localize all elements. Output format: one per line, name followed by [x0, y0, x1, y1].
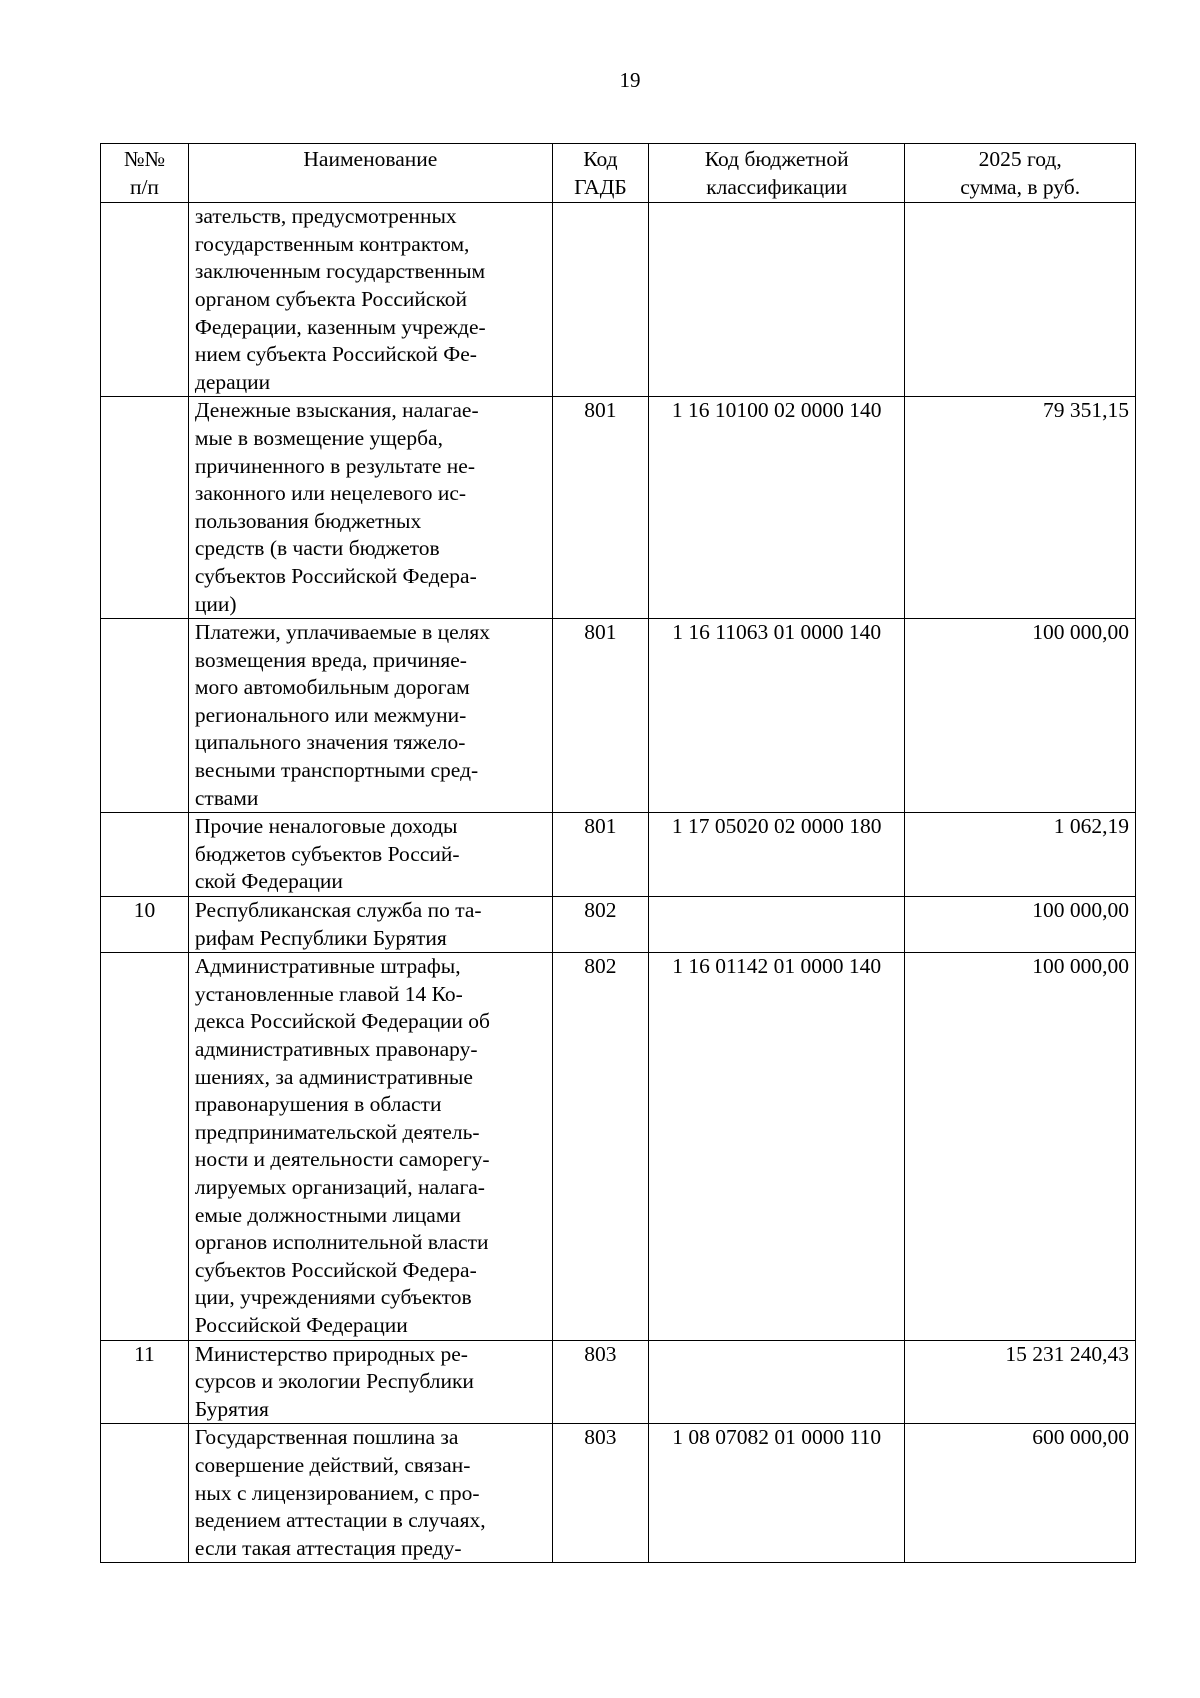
row-name-cell	[188, 619, 552, 813]
header-name	[188, 144, 552, 203]
row-name-line: совершение действий, связан-	[194, 1452, 471, 1477]
row-name-line: Государственная пошлина за	[194, 1425, 459, 1450]
table-row	[101, 1424, 1136, 1563]
row-name-line: мые в возмещение ущерба,	[194, 425, 443, 450]
header-code	[648, 144, 904, 203]
row-name-line: регионального или межмуни-	[194, 702, 467, 727]
row-name-line: Российской Федерации	[194, 1312, 408, 1337]
row-number-cell	[101, 397, 189, 619]
row-name-line: заключенным государственным	[194, 259, 486, 284]
row-name-line: Денежные взыскания, налагае-	[194, 398, 479, 423]
row-name-line: органов исполнительной власти	[194, 1230, 489, 1255]
row-name-line: Министерство природных ре-	[194, 1341, 468, 1366]
row-name-cell	[188, 953, 552, 1340]
header-code-line: классификации	[706, 174, 848, 199]
row-name-line: ции, учреждениями субъектов	[194, 1285, 472, 1310]
row-budget-code-cell: 1 16 01142 01 0000 140	[648, 953, 904, 1340]
row-sum-cell: 100 000,00	[905, 953, 1136, 1340]
row-name-line: Федерации, казенным учрежде-	[194, 314, 486, 339]
row-sum-cell: 1 062,19	[905, 813, 1136, 897]
row-name-line: установленные главой 14 Ко-	[194, 981, 463, 1006]
row-name-line: шениях, за административные	[194, 1064, 473, 1089]
row-budget-code-cell: 1 16 11063 01 0000 140	[648, 619, 904, 813]
row-name-line: Бурятия	[194, 1396, 269, 1421]
row-sum-cell: 15 231 240,43	[905, 1340, 1136, 1424]
row-gadb-cell: 802	[552, 953, 648, 1340]
row-name-cell	[188, 1340, 552, 1424]
row-name-cell	[188, 897, 552, 953]
row-name-line: возмещения вреда, причиняе-	[194, 647, 467, 672]
row-number-cell	[101, 1424, 189, 1563]
row-name-line: емые должностными лицами	[194, 1202, 461, 1227]
row-name-line: Платежи, уплачиваемые в целях	[194, 620, 491, 645]
row-gadb-cell: 803	[552, 1424, 648, 1563]
header-sum-line: сумма, в руб.	[960, 174, 1081, 199]
row-name-line: ных с лицензированием, с про-	[194, 1480, 480, 1505]
row-budget-code-cell: 1 08 07082 01 0000 110	[648, 1424, 904, 1563]
row-name-line: органом субъекта Российской	[194, 286, 468, 311]
table-row	[101, 953, 1136, 1340]
row-name-line: бюджетов субъектов Россий-	[194, 841, 460, 866]
table-row	[101, 897, 1136, 953]
row-number-cell	[101, 813, 189, 897]
row-name-line: Прочие неналоговые доходы	[194, 814, 458, 839]
header-gadb-line: ГАДБ	[574, 174, 627, 199]
row-name-line: административных правонару-	[194, 1037, 478, 1061]
row-name-line: ведением аттестации в случаях,	[194, 1508, 486, 1533]
row-budget-code-cell: 1 16 10100 02 0000 140	[648, 397, 904, 619]
table-row	[101, 397, 1136, 619]
header-name-line: Наименование	[303, 147, 438, 171]
row-name-line: сурсов и экологии Республики	[194, 1369, 474, 1394]
row-name-line: Республиканская служба по та-	[194, 898, 482, 923]
row-name-line: нием субъекта Российской Фе-	[194, 342, 477, 367]
header-gadb-line: Код	[583, 147, 618, 171]
row-number-cell	[101, 619, 189, 813]
row-number-cell	[101, 203, 189, 397]
row-sum-cell	[905, 203, 1136, 397]
row-sum-cell: 100 000,00	[905, 619, 1136, 813]
row-gadb-cell: 801	[552, 397, 648, 619]
row-name-line: Административные штрафы,	[194, 954, 461, 979]
header-sum-line: 2025 год,	[978, 147, 1062, 171]
table-header-row	[101, 144, 1136, 203]
row-name-line: правонарушения в области	[194, 1092, 442, 1117]
row-name-line: дерации	[194, 369, 271, 394]
row-name-line: субъектов Российской Федера-	[194, 563, 477, 588]
row-name-line: если такая аттестация преду-	[194, 1535, 462, 1560]
row-sum-cell: 100 000,00	[905, 897, 1136, 953]
header-num-line: №№	[123, 147, 165, 171]
row-name-line: зательств, предусмотренных	[194, 204, 457, 229]
row-name-line: весными транспортными сред-	[194, 758, 479, 783]
row-name-line: причиненного в результате не-	[194, 453, 475, 478]
row-name-line: пользования бюджетных	[194, 508, 422, 533]
row-name-line: ции)	[194, 591, 237, 616]
row-gadb-cell	[552, 203, 648, 397]
row-name-line: ности и деятельности саморегу-	[194, 1147, 490, 1172]
row-gadb-cell: 803	[552, 1340, 648, 1424]
page-number: 19	[619, 68, 641, 92]
row-name-cell	[188, 1424, 552, 1563]
table-body	[101, 203, 1136, 1563]
row-name-line: предпринимательской деятель-	[194, 1119, 480, 1144]
row-gadb-cell: 802	[552, 897, 648, 953]
row-budget-code-cell: 1 17 05020 02 0000 180	[648, 813, 904, 897]
row-number-cell: 10	[101, 897, 189, 953]
row-name-cell	[188, 813, 552, 897]
header-gadb	[552, 144, 648, 203]
row-name-line: законного или нецелевого ис-	[194, 481, 467, 506]
row-budget-code-cell	[648, 897, 904, 953]
row-name-line: лируемых организаций, налага-	[194, 1174, 485, 1199]
table-row	[101, 1340, 1136, 1424]
table-row	[101, 203, 1136, 397]
row-name-line: ской Федерации	[194, 869, 343, 894]
row-sum-cell: 79 351,15	[905, 397, 1136, 619]
row-name-line: государственным контрактом,	[194, 231, 470, 256]
row-name-line: субъектов Российской Федера-	[194, 1257, 477, 1282]
row-gadb-cell: 801	[552, 619, 648, 813]
header-sum	[905, 144, 1136, 203]
row-sum-cell: 600 000,00	[905, 1424, 1136, 1563]
table-row	[101, 619, 1136, 813]
row-budget-code-cell	[648, 1340, 904, 1424]
row-name-line: ципального значения тяжело-	[194, 730, 466, 755]
header-code-line: Код бюджетной	[704, 147, 849, 171]
row-name-cell	[188, 203, 552, 397]
row-gadb-cell: 801	[552, 813, 648, 897]
row-number-cell	[101, 953, 189, 1340]
row-name-line: мого автомобильным дорогам	[194, 675, 470, 700]
header-num	[101, 144, 189, 203]
row-name-line: декса Российской Федерации об	[194, 1009, 490, 1034]
row-name-line: рифам Республики Бурятия	[194, 925, 447, 950]
row-name-line: средств (в части бюджетов	[194, 536, 440, 561]
row-budget-code-cell	[648, 203, 904, 397]
header-num-line: п/п	[129, 174, 159, 199]
row-number-cell: 11	[101, 1340, 189, 1424]
row-name-line: ствами	[194, 785, 259, 810]
budget-revenue-table	[100, 143, 1136, 1563]
row-name-cell	[188, 397, 552, 619]
table-row	[101, 813, 1136, 897]
